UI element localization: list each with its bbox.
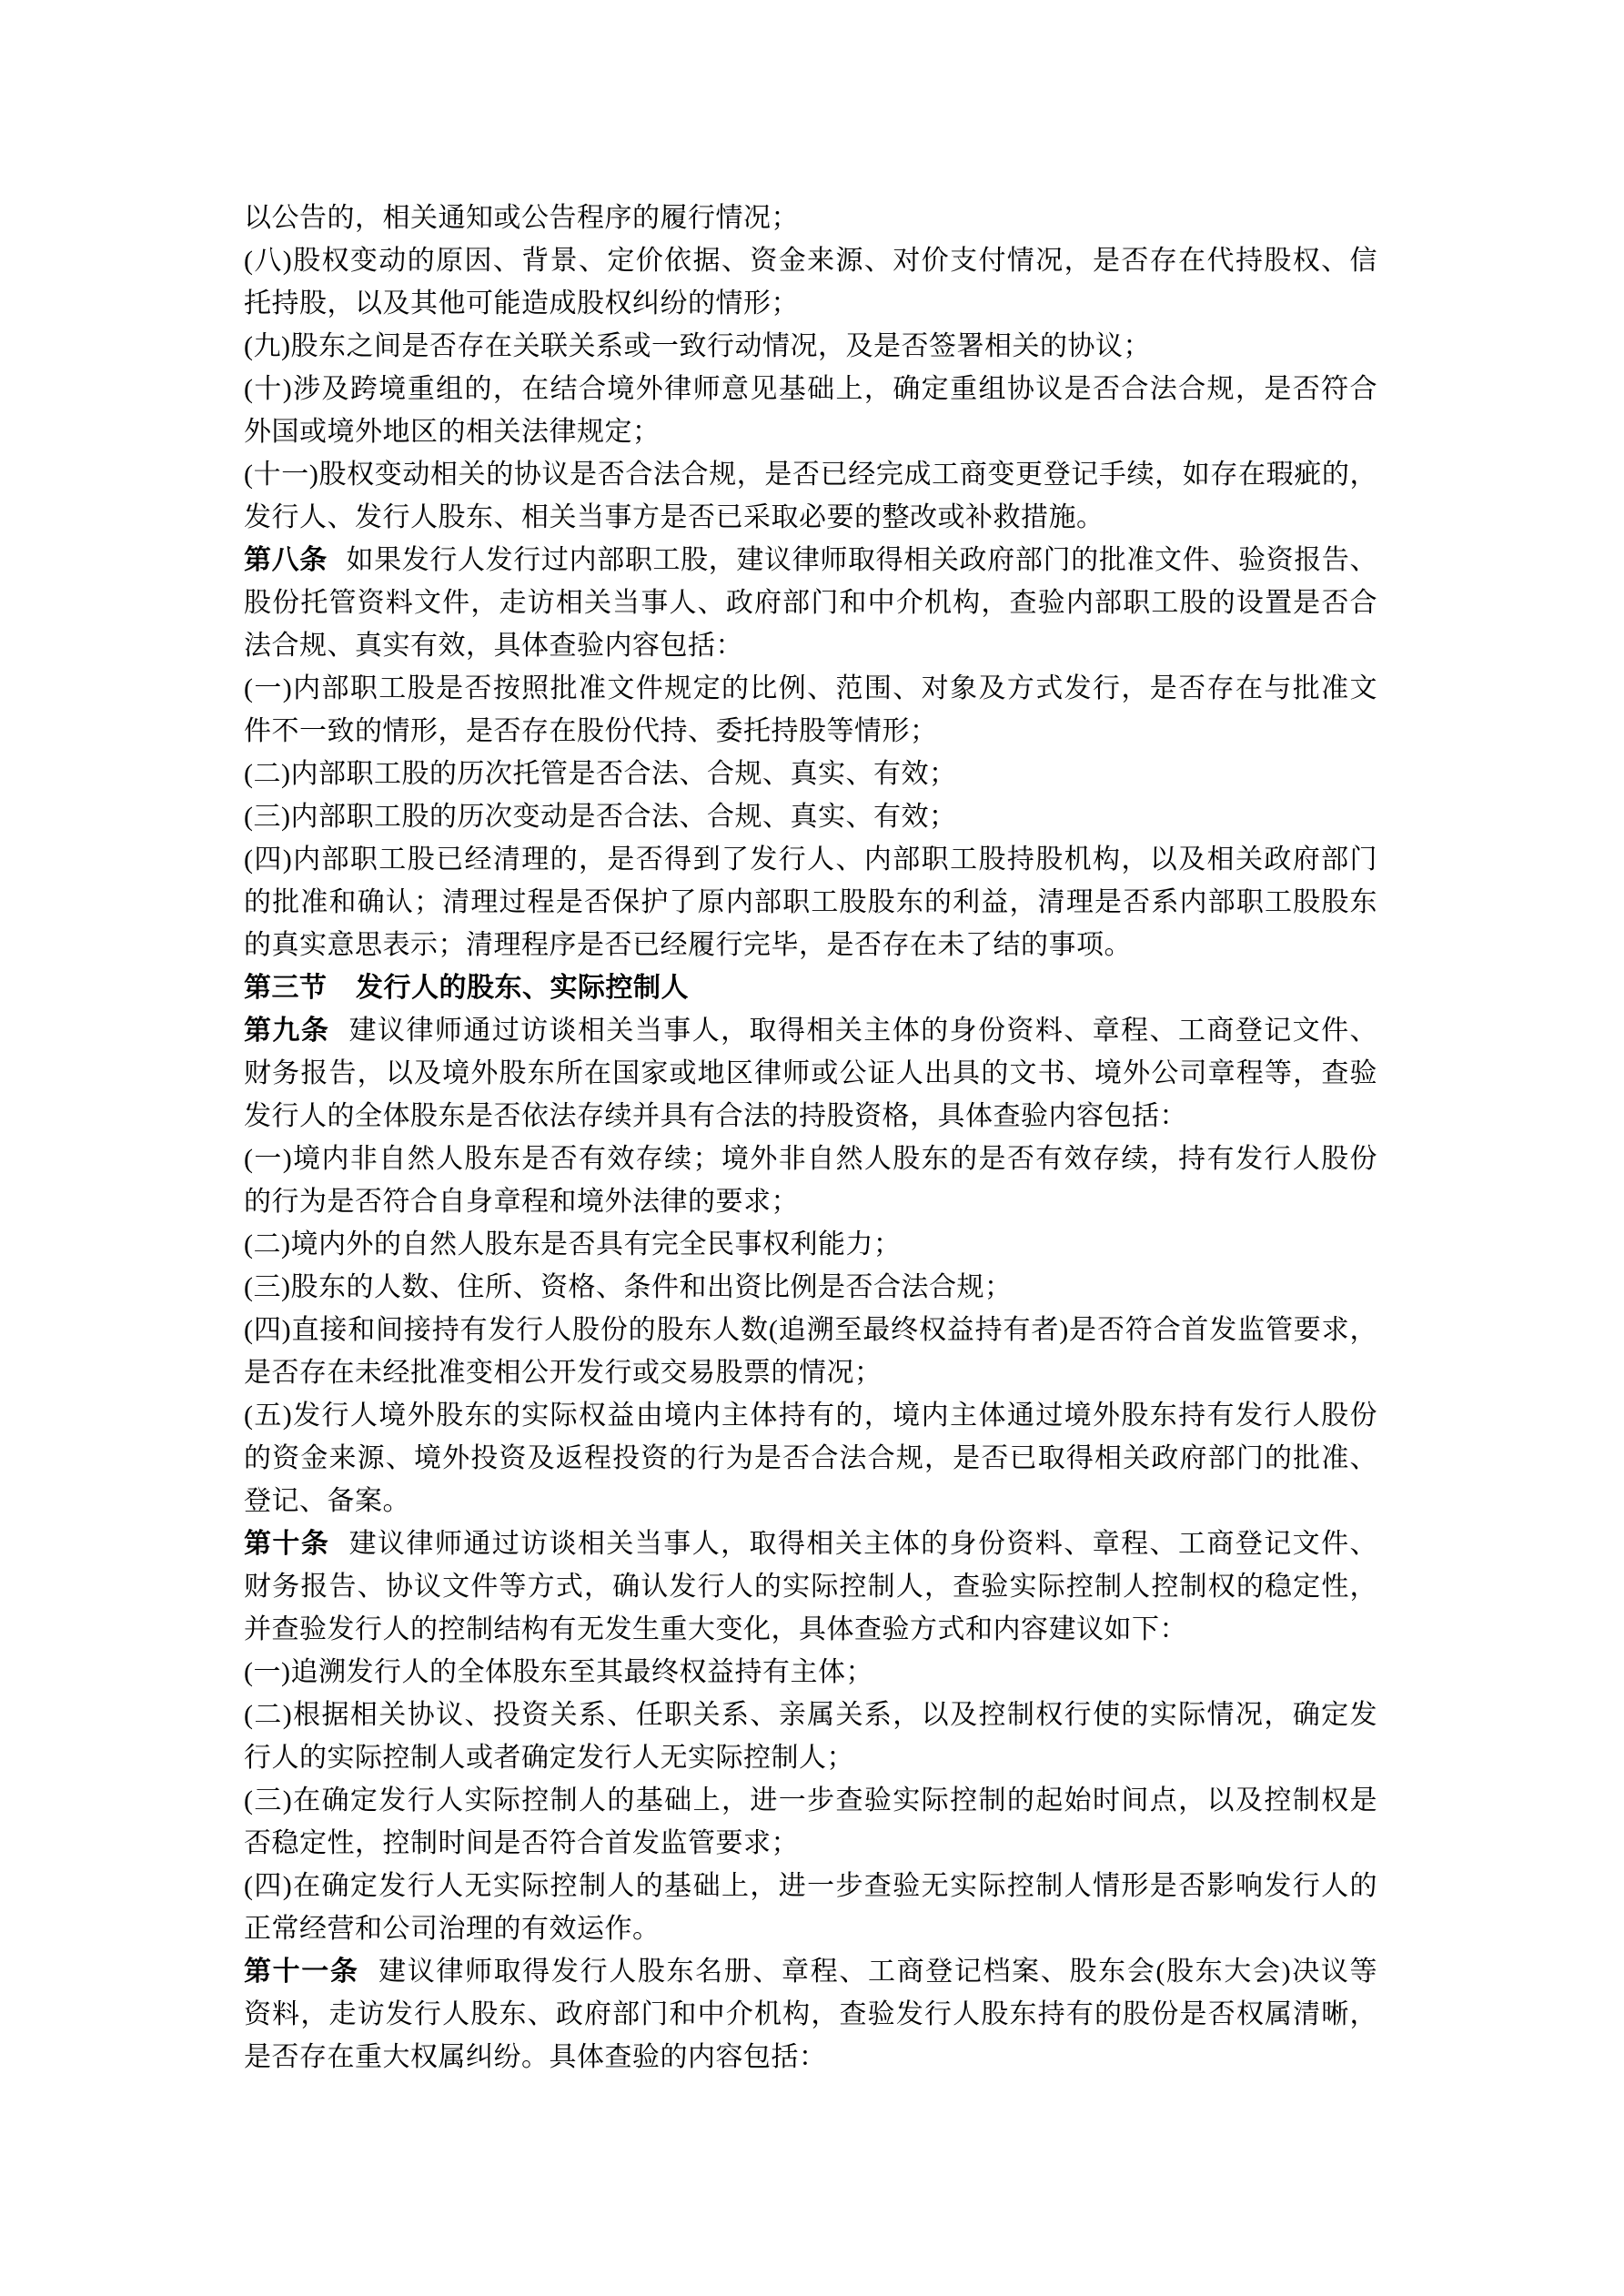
body-paragraph	[244, 1865, 1377, 1950]
text-line: 股份托管资料文件，走访相关当事人、政府部门和中介机构，查验内部职工股的设置是否合	[244, 588, 1377, 618]
line-text: 建议律师取得发行人股东名册、章程、工商登记档案、股东会(股东大会)决议等	[377, 1957, 1377, 1987]
article-number-label: 第十条	[244, 1529, 330, 1559]
text-line: 财务报告、协议文件等方式，确认发行人的实际控制人，查验实际控制人控制权的稳定性，	[244, 1572, 1377, 1602]
text-line: 的批准和确认；清理过程是否保护了原内部职工股股东的利益，清理是否系内部职工股股东	[244, 887, 1377, 917]
text-line: (一)追溯发行人的全体股东至其最终权益持有主体；	[244, 1657, 873, 1687]
text-line: (三)内部职工股的历次变动是否合法、合规、真实、有效；	[244, 802, 957, 832]
text-line: 登记、备案。	[244, 1486, 410, 1516]
text-line: 法合规、真实有效，具体查验内容包括：	[244, 631, 743, 661]
text-line: (九)股东之间是否存在关联关系或一致行动情况，及是否签署相关的协议；	[244, 331, 1151, 361]
text-line: (二)根据相关协议、投资关系、任职关系、亲属关系，以及控制权行使的实际情况，确定发	[244, 1700, 1377, 1730]
text-line: (三)股东的人数、住所、资格、条件和出资比例是否合法合规；	[244, 1272, 1013, 1302]
text-line: 的资金来源、境外投资及返程投资的行为是否合法合规，是否已取得相关政府部门的批准、	[244, 1443, 1377, 1473]
body-paragraph	[244, 1138, 1377, 1223]
body-paragraph	[244, 197, 1377, 239]
text-line: (二)内部职工股的历次托管是否合法、合规、真实、有效；	[244, 759, 957, 789]
body-paragraph	[244, 1266, 1377, 1309]
text-line	[244, 1522, 1377, 1565]
text-line: (十)涉及跨境重组的，在结合境外律师意见基础上，确定重组协议是否合法合规，是否符合	[244, 374, 1377, 404]
text-line: (二)境内外的自然人股东是否具有完全民事权利能力；	[244, 1229, 902, 1259]
body-paragraph	[244, 1223, 1377, 1266]
section-heading	[244, 966, 1377, 1009]
article-number-label: 第十一条	[244, 1957, 359, 1987]
article-paragraph	[244, 1009, 1377, 1138]
body-paragraph	[244, 1779, 1377, 1865]
body-paragraph	[244, 753, 1377, 795]
text-line	[244, 1009, 1377, 1052]
line-text: 如果发行人发行过内部职工股，建议律师取得相关政府部门的批准文件、验资报告、	[346, 545, 1377, 575]
article-paragraph	[244, 539, 1377, 667]
text-line: 外国或境外地区的相关法律规定；	[244, 417, 661, 447]
text-line: 发行人的全体股东是否依法存续并具有合法的持股资格，具体查验内容包括：	[244, 1101, 1187, 1131]
line-text: 发行人的股东、实际控制人	[356, 973, 689, 1003]
text-line: (五)发行人境外股东的实际权益由境内主体持有的，境内主体通过境外股东持有发行人股份	[244, 1401, 1377, 1431]
text-line: (十一)股权变动相关的协议是否合法合规，是否已经完成工商变更登记手续，如存在瑕疵的，	[244, 460, 1377, 490]
text-line: (一)境内非自然人股东是否有效存续；境外非自然人股东的是否有效存续，持有发行人股份	[244, 1144, 1377, 1174]
text-line	[244, 966, 1377, 1009]
document-text-block	[244, 197, 1377, 2079]
text-line: 是否存在重大权属纠纷。具体查验的内容包括：	[244, 2042, 827, 2072]
text-line: 件不一致的情形，是否存在股份代持、委托持股等情形；	[244, 716, 938, 746]
article-number-label: 第八条	[244, 545, 328, 575]
text-line	[244, 1950, 1377, 1993]
body-paragraph	[244, 667, 1377, 753]
text-line: (三)在确定发行人实际控制人的基础上，进一步查验实际控制的起始时间点，以及控制权是	[244, 1785, 1377, 1816]
body-paragraph	[244, 838, 1377, 966]
line-text: 建议律师通过访谈相关当事人，取得相关主体的身份资料、章程、工商登记文件、	[348, 1016, 1378, 1046]
text-line: 财务报告，以及境外股东所在国家或地区律师或公证人出具的文书、境外公司章程等，查验	[244, 1058, 1377, 1088]
body-paragraph	[244, 1309, 1377, 1394]
text-line: 否稳定性，控制时间是否符合首发监管要求；	[244, 1828, 799, 1858]
body-paragraph	[244, 1651, 1377, 1694]
body-paragraph	[244, 368, 1377, 453]
text-line: 以公告的，相关通知或公告程序的履行情况；	[244, 203, 799, 233]
body-paragraph	[244, 239, 1377, 325]
text-line: 的行为是否符合自身章程和境外法律的要求；	[244, 1187, 799, 1217]
text-line: 托持股，以及其他可能造成股权纠纷的情形；	[244, 288, 799, 319]
body-paragraph	[244, 453, 1377, 539]
text-line: (四)在确定发行人无实际控制人的基础上，进一步查验无实际控制人情形是否影响发行人的	[244, 1871, 1377, 1901]
text-line: (八)股权变动的原因、背景、定价依据、资金来源、对价支付情况，是否存在代持股权、信	[244, 246, 1377, 276]
text-line: (四)内部职工股已经清理的，是否得到了发行人、内部职工股持股机构，以及相关政府部门	[244, 845, 1377, 875]
text-line: 资料，走访发行人股东、政府部门和中介机构，查验发行人股东持有的股份是否权属清晰，	[244, 1999, 1377, 2029]
body-paragraph	[244, 1694, 1377, 1779]
text-line: 正常经营和公司治理的有效运作。	[244, 1914, 661, 1944]
text-line	[244, 539, 1377, 582]
article-paragraph	[244, 1950, 1377, 2079]
body-paragraph	[244, 1394, 1377, 1522]
text-line: 是否存在未经批准变相公开发行或交易股票的情况；	[244, 1358, 883, 1388]
text-line: 并查验发行人的控制结构有无发生重大变化，具体查验方式和内容建议如下：	[244, 1614, 1187, 1644]
text-line: (一)内部职工股是否按照批准文件规定的比例、范围、对象及方式发行，是否存在与批准文	[244, 673, 1377, 703]
text-line: 发行人、发行人股东、相关当事方是否已采取必要的整改或补救措施。	[244, 502, 1105, 532]
text-line: (四)直接和间接持有发行人股份的股东人数(追溯至最终权益持有者)是否符合首发监管要求，	[244, 1315, 1377, 1345]
article-paragraph	[244, 1522, 1377, 1651]
text-line: 行人的实际控制人或者确定发行人无实际控制人；	[244, 1743, 854, 1773]
text-line: 的真实意思表示；清理程序是否已经履行完毕，是否存在未了结的事项。	[244, 930, 1132, 960]
article-number-label: 第九条	[244, 1016, 330, 1046]
section-number-label: 第三节	[244, 973, 328, 1003]
body-paragraph	[244, 325, 1377, 368]
line-text: 建议律师通过访谈相关当事人，取得相关主体的身份资料、章程、工商登记文件、	[348, 1529, 1378, 1559]
body-paragraph	[244, 795, 1377, 838]
